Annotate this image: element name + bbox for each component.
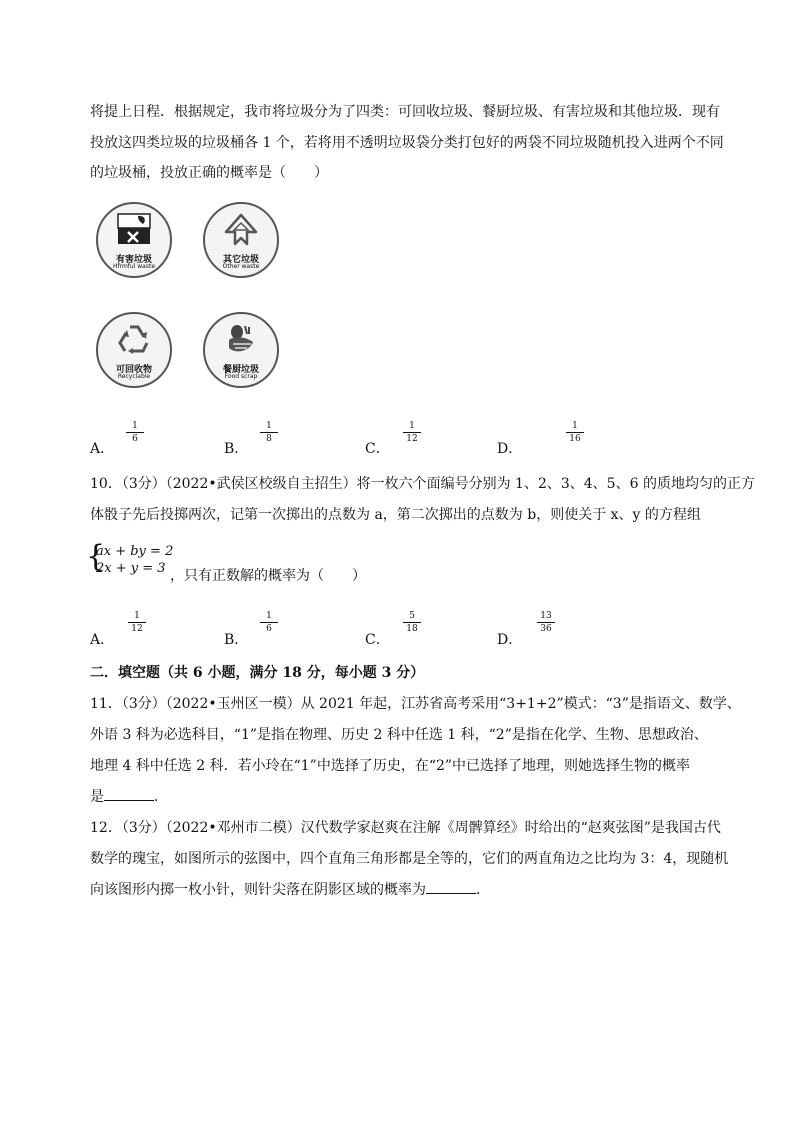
q9-option-a-label[interactable]: A．	[90, 441, 115, 457]
q12-answer-blank[interactable]	[426, 881, 476, 894]
food-scrap-icon	[223, 322, 259, 358]
q10-option-b-label[interactable]: B．	[224, 632, 249, 648]
q9-option-d-num: 1	[572, 421, 578, 431]
q12-last-pre: 向该图形内掷一枚小针，则针尖落在阴影区域的概率为	[90, 882, 426, 898]
q10-option-c-fraction	[403, 611, 421, 634]
bin-recyclable-en: Recyclable	[117, 373, 151, 380]
q12-line-1: 12．（3分）（2022•邓州市二模）汉代数学家赵爽在注解《周髀算经》时给出的“赵爽弦图”是我国古代	[90, 820, 721, 836]
bin-food-scrap-zh: 餐厨垃圾	[222, 365, 259, 375]
q12-last-post: ．	[476, 882, 490, 898]
q10-option-d-den: 36	[540, 624, 552, 634]
bin-hazardous-en: Hfrmful waste	[112, 263, 156, 270]
q9-option-b-den: 8	[266, 434, 272, 444]
q11-answer-blank[interactable]	[104, 788, 154, 801]
q10-option-d-fraction	[537, 611, 555, 634]
q9-option-d-label[interactable]: D．	[497, 441, 523, 457]
q9-option-c-num: 1	[409, 421, 415, 431]
q11-line-1: 11．（3分）（2022•玉州区一模）从 2021 年起，江苏省高考采用“3+1+2”模式：“3”是指语文、数学、	[90, 696, 741, 712]
q11-line-2: 外语 3 科为必选科目，“1”是指在物理、历史 2 科中任选 1 科，“2”是指在化学、生物、思想政治、	[90, 727, 708, 743]
q11-line-3: 地理 4 科中任选 2 科．若小玲在“1”中选择了历史，在“2”中已选择了地理，则她选择生物的概率	[90, 758, 691, 774]
q10-line-2: 体骰子先后投掷两次，记第一次掷出的点数为 a，第二次掷出的点数为 b，则使关于 x、y 的方程组	[90, 507, 701, 523]
q10-option-d-num: 13	[540, 611, 552, 621]
q10-option-a-label[interactable]: A．	[90, 632, 115, 648]
q9-option-b-num: 1	[266, 421, 272, 431]
q9-option-c-den: 12	[406, 434, 418, 444]
q9-option-a-den: 6	[132, 434, 138, 444]
q9-option-b-fraction	[260, 421, 278, 444]
bin-other-en: Other waste	[222, 263, 260, 270]
q10-option-c-num: 5	[409, 611, 415, 621]
q12-line-2: 数学的瑰宝，如图所示的弦图中，四个直角三角形都是全等的，它们的两直角边之比均为 3：4，现随机	[90, 851, 729, 867]
bin-other-zh: 其它垃圾	[222, 255, 259, 265]
q9-option-c-fraction	[403, 421, 421, 444]
q9-option-a-fraction	[126, 421, 144, 444]
bin-food-scrap	[203, 312, 279, 388]
bin-recyclable	[96, 312, 172, 388]
section-2-heading: 二．填空题（共 6 小题，满分 18 分，每小题 3 分）	[90, 665, 425, 681]
equation-2: 2x + y = 3	[96, 561, 166, 576]
q11-last-post: ．	[154, 789, 168, 805]
q9-option-a-num: 1	[132, 421, 138, 431]
bin-other	[203, 202, 279, 278]
q9-line-1: 将提上日程．根据规定，我市将垃圾分为了四类：可回收垃圾、餐厨垃圾、有害垃圾和其他垃圾．现有	[90, 104, 720, 120]
equation-1: ax + by = 2	[96, 544, 174, 559]
bin-food-scrap-en: Food scrap	[224, 373, 258, 380]
q12-line-3	[90, 880, 490, 900]
q10-option-a-num: 1	[134, 611, 140, 621]
q10-option-c-den: 18	[406, 624, 418, 634]
q10-option-b-fraction	[260, 611, 278, 634]
recycle-icon	[116, 322, 152, 358]
q11-line-4	[90, 787, 168, 807]
q11-last-pre: 是	[90, 789, 104, 805]
q9-option-d-den: 16	[569, 434, 581, 444]
q10-option-d-label[interactable]: D．	[497, 632, 523, 648]
hazardous-waste-icon	[116, 212, 152, 248]
q9-option-c-label[interactable]: C．	[365, 441, 390, 457]
other-waste-icon	[223, 212, 259, 248]
bin-recyclable-zh: 可回收物	[115, 365, 152, 375]
q10-line-1: 10．（3分）（2022•武侯区校级自主招生）将一枚六个面编号分别为 1、2、3、4、5、6 的质地均匀的正方	[90, 476, 755, 492]
q9-line-2: 投放这四类垃圾的垃圾桶各 1 个，若将用不透明垃圾袋分类打包好的两袋不同垃圾随机投入进两个不同	[90, 135, 724, 151]
q10-option-b-num: 1	[266, 611, 272, 621]
q10-option-b-den: 6	[266, 624, 272, 634]
bin-hazardous	[96, 202, 172, 278]
q9-option-d-fraction	[566, 421, 584, 444]
q10-option-a-fraction	[128, 611, 146, 634]
q10-option-a-den: 12	[131, 624, 143, 634]
bin-hazardous-zh: 有害垃圾	[115, 255, 152, 265]
q10-tail: ，只有正数解的概率为（ ）	[170, 568, 366, 584]
q10-option-c-label[interactable]: C．	[365, 632, 390, 648]
q9-line-3: 的垃圾桶，投放正确的概率是（ ）	[90, 165, 328, 181]
system-brace: {	[86, 539, 106, 574]
q9-option-b-label[interactable]: B．	[224, 441, 249, 457]
